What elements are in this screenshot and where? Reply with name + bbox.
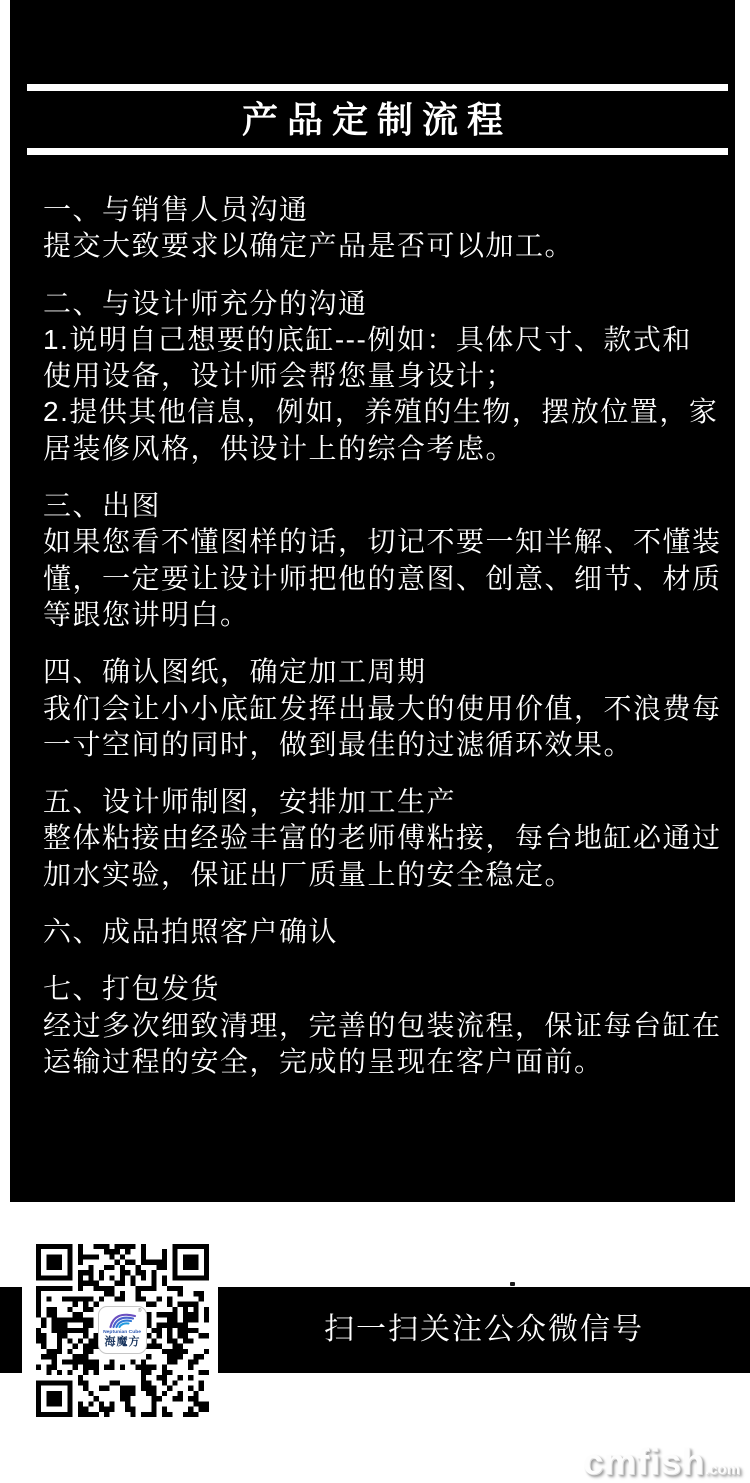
section-line: 使用设备，设计师会帮您量身设计； [43, 360, 516, 392]
section-heading: 六、成品拍照客户确认 [43, 916, 339, 948]
product-process-panel [10, 0, 735, 1202]
process-section [43, 654, 723, 763]
section-line: 一寸空间的同时，做到最佳的过滤循环效果。 [43, 728, 634, 760]
section-heading: 二、与设计师充分的沟通 [43, 287, 368, 319]
section-line: 1.说明自己想要的底缸---例如：具体尺寸、款式和 [43, 323, 692, 355]
section-line: 经过多次细致清理，完善的包装流程，保证每台缸在 [43, 1009, 722, 1041]
wave-logo-icon [108, 1308, 142, 1329]
section-line: 加水实验，保证出厂质量上的安全稳定。 [43, 858, 575, 890]
section-line: 运输过程的安全，完成的呈现在客户面前。 [43, 1045, 604, 1077]
page-title: 产品定制流程 [241, 99, 512, 140]
process-section [43, 971, 723, 1080]
section-heading: 四、确认图纸，确定加工周期 [43, 656, 427, 688]
section-heading: 七、打包发货 [43, 973, 221, 1005]
brand-logo [98, 1306, 147, 1354]
section-line: 居装修风格，供设计上的综合考虑。 [43, 432, 516, 464]
watermark-suffix: .com [704, 1461, 740, 1478]
left-edge-bar [0, 1287, 22, 1373]
section-line: 整体粘接由经验丰富的老师傅粘接，每台地缸必通过 [43, 822, 722, 854]
brand-name-en: Neptunian Cube [103, 1329, 142, 1335]
process-sections [43, 192, 723, 1101]
section-heading: 一、与销售人员沟通 [43, 194, 309, 225]
section-line: 提交大致要求以确定产品是否可以加工。 [43, 230, 575, 262]
watermark-text: cmfish [582, 1441, 705, 1482]
section-line: 懂，一定要让设计师把他的意图、创意、细节、材质 [43, 562, 722, 594]
section-line: 如果您看不懂图样的话，切记不要一知半解、不懂装 [43, 526, 722, 558]
section-line: 我们会让小小底缸发挥出最大的使用价值，不浪费每 [43, 692, 722, 724]
section-heading: 五、设计师制图，安排加工生产 [43, 786, 457, 818]
process-section [43, 914, 723, 950]
process-section [43, 286, 723, 467]
registered-trademark-icon: ® [137, 1308, 142, 1314]
process-section [43, 192, 723, 265]
wechat-qr-code[interactable] [35, 1244, 210, 1417]
brand-name-zh: 海魔方 [104, 1336, 141, 1348]
process-section [43, 784, 723, 893]
process-section [43, 488, 723, 633]
section-line: 等跟您讲明白。 [43, 598, 250, 630]
separator-line-top [27, 84, 728, 91]
separator-line-bottom [27, 148, 728, 155]
stray-dot [510, 1282, 515, 1286]
section-heading: 三、出图 [43, 490, 162, 522]
site-watermark [560, 1441, 740, 1483]
wechat-banner: 扫一扫关注公众微信号 [218, 1287, 750, 1373]
section-line: 2.提供其他信息，例如，养殖的生物，摆放位置，家 [43, 396, 719, 428]
